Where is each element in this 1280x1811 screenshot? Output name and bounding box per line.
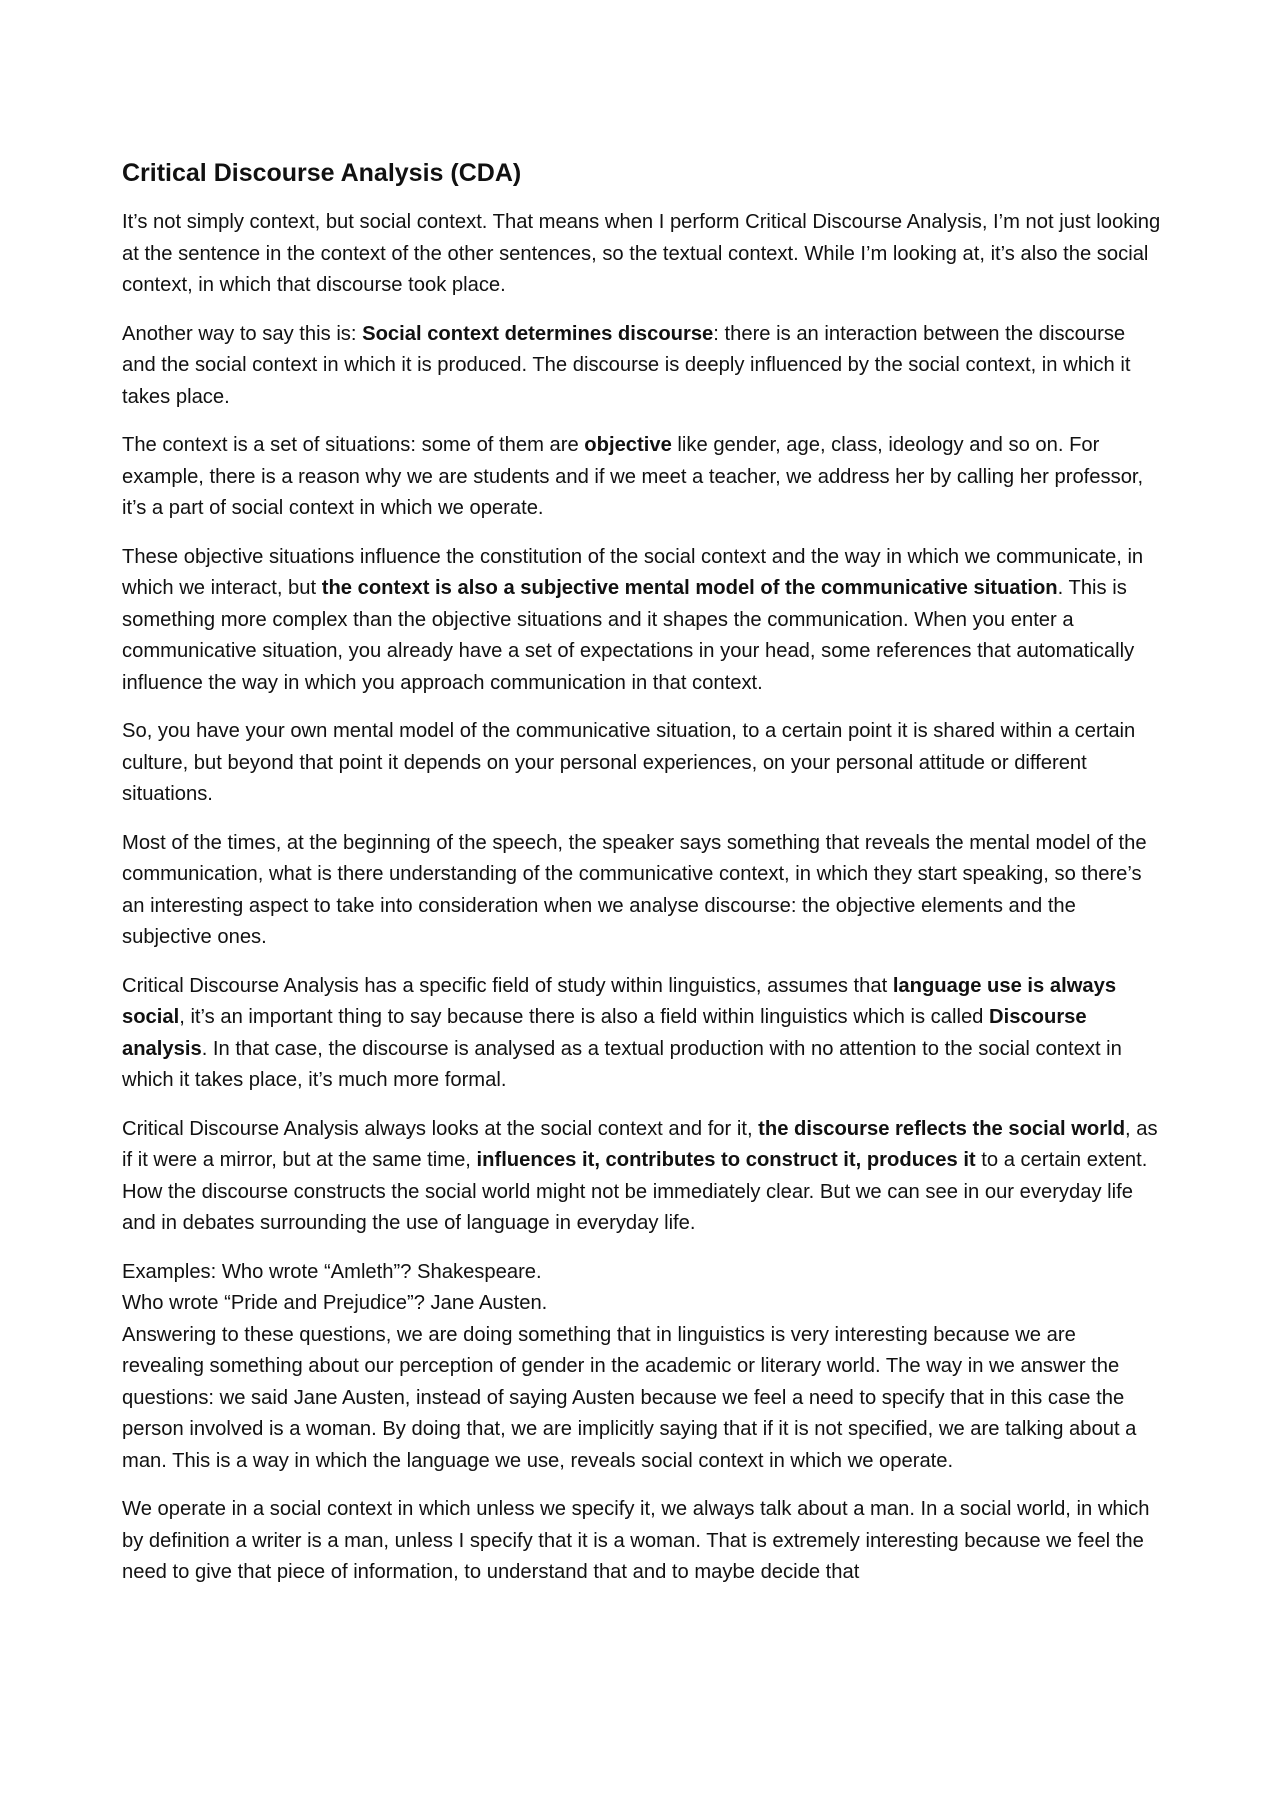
text-run: . This is something more complex than the objective situations and it shapes the communication. When you enter a communicative situation, you already have a set of expectations in your head, some references that automatically influence the way in which you approach communication in that context.: [122, 577, 1135, 694]
paragraph: [122, 207, 1162, 302]
text-run: Critical Discourse Analysis has a specific field of study within linguistics, assumes that: [122, 974, 893, 997]
paragraph: [122, 828, 1162, 954]
bold-text-run: Social context determines discourse: [362, 322, 714, 345]
text-run: It’s not simply context, but social context. That means when I perform Critical Discourse Analysis, I’m not just looking at the sentence in the context of the other sentences, so the textual context. While I’m looking at, it’s also the social context, in which that discourse took place.: [122, 211, 1161, 296]
bold-text-run: objective: [584, 434, 672, 456]
bold-text-run: influences it, contributes to construct it, produces it: [476, 1149, 976, 1171]
text-run: Answering to these questions, we are doing something that in linguistics is very interesting because we are revealing something about our perception of gender in the academic or literary world. The way in we answer the questions: we said Jane Austen, instead of saying Austen because we feel a need to specify that in this case the person involved is a woman. By doing that, we are implicitly saying that if it is not specified, we are talking about a man. This is a way in which the language we use, reveals social context in which we operate.: [122, 1323, 1137, 1472]
paragraph: [122, 971, 1162, 1097]
text-run: , as if it were a mirror, but at the same time,: [122, 1117, 1158, 1171]
paragraph: [122, 319, 1162, 414]
document-title: Critical Discourse Analysis (CDA): [122, 159, 522, 187]
text-run: Who wrote “Pride and Prejudice”? Jane Austen.: [122, 1292, 548, 1314]
paragraph: [122, 1257, 1162, 1478]
paragraph: [122, 430, 1162, 525]
text-run: like gender, age, class, ideology and so on. For example, there is a reason why we are students and if we meet a teacher, we address her by calling her professor, it’s a part of social context in which we operate.: [122, 434, 1144, 519]
paragraph: [122, 1114, 1162, 1240]
paragraph-list: [122, 207, 1162, 1589]
text-run: Critical Discourse Analysis always looks at the social context and for it,: [122, 1117, 759, 1140]
text-run: We operate in a social context in which unless we specify it, we always talk about a man. In a social world, in which by definition a writer is a man, unless I specify that it is a woman. That is extremely interesting because we feel the need to give that piece of information, to understand that and to maybe decide that: [122, 1498, 1150, 1583]
text-run: These objective situations influence the constitution of the social context and the way in which we communicate, in which we interact, but: [122, 545, 1144, 599]
text-run: . In that case, the discourse is analysed as a textual production with no attention to the social context in which it takes place, it’s much more formal.: [122, 1037, 1122, 1091]
bold-text-run: language use is always social: [122, 974, 1117, 1028]
text-run: So, you have your own mental model of the communicative situation, to a certain point it is shared within a certain culture, but beyond that point it depends on your personal experiences, on your personal attitude or different situations.: [122, 720, 1136, 805]
paragraph: [122, 542, 1162, 700]
text-run: , it’s an important thing to say because there is also a field within linguistics which is called: [179, 1006, 990, 1028]
text-run: The context is a set of situations: some of them are: [122, 434, 585, 456]
bold-text-run: the discourse reflects the social world: [758, 1117, 1126, 1140]
text-run: : there is an interaction between the discourse and the social context in which it is produced. The discourse is deeply influenced by the social context, in which it takes place.: [122, 322, 1131, 408]
paragraph: [122, 716, 1162, 811]
bold-text-run: Discourse analysis: [122, 1006, 1087, 1060]
text-run: Another way to say this is:: [122, 322, 363, 345]
text-run: Most of the times, at the beginning of the speech, the speaker says something that reveals the mental model of the communication, what is there understanding of the communicative context, in which they start speaking, so there’s an interesting aspect to take into consideration when we analyse discourse: the objective elements and the subjective ones.: [122, 831, 1147, 948]
text-run: to a certain extent. How the discourse constructs the social world might not be immediately clear. But we can see in our everyday life and in debates surrounding the use of language in everyday life.: [122, 1149, 1148, 1234]
document-body: [122, 155, 1162, 1606]
bold-text-run: the context is also a subjective mental model of the communicative situation: [321, 577, 1058, 599]
paragraph: [122, 1494, 1162, 1589]
text-run: Examples: Who wrote “Amleth”? Shakespeare.: [122, 1260, 542, 1283]
